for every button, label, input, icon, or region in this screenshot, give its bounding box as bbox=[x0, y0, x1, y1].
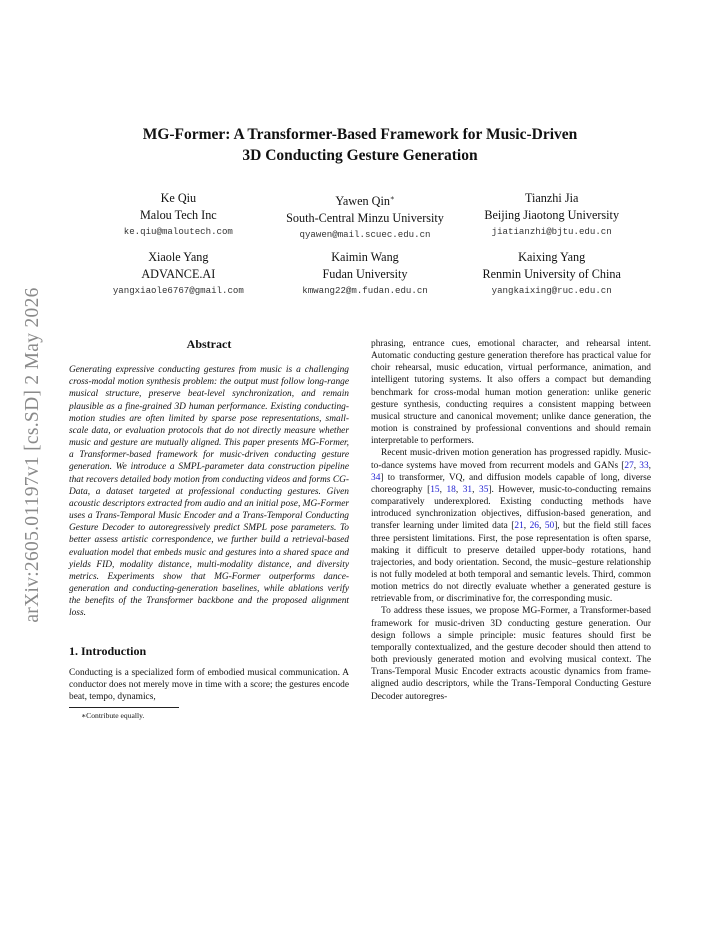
citation-link[interactable]: 33 bbox=[639, 460, 649, 471]
author-email: yangkaixing@ruc.edu.cn bbox=[491, 285, 612, 297]
author-row-2 bbox=[85, 249, 645, 299]
author-name: Kaimin Wang bbox=[331, 250, 399, 265]
author-email: kmwang22@m.fudan.edu.cn bbox=[302, 285, 428, 297]
author-kaixing-yang bbox=[458, 249, 645, 299]
author-ke-qiu bbox=[85, 190, 272, 243]
author-xiaole-yang bbox=[85, 249, 272, 299]
text-run: , bbox=[648, 460, 651, 471]
author-email: qyawen@mail.scuec.edu.cn bbox=[299, 229, 431, 241]
citation-link[interactable]: 27 bbox=[624, 460, 634, 471]
intro-paragraph-continued: phrasing, entrance cues, emotional character, and rehearsal intent. Automatic conducting gesture generation therefore has practical value for choir rehearsal, music education, virtual performance, animation, and intelligent tutoring systems. It also offers a compact but demanding benchmark for cross-modal human motion generation: unlike generic gesture synthesis, conducting requires a consistent mapping between musical structure and canonical movement; unlike dance generation, the motion is constrained by professional conventions and should remain interpretable to performers. bbox=[371, 339, 651, 447]
author-email: jiatianzhi@bjtu.edu.cn bbox=[491, 226, 612, 237]
author-block bbox=[85, 190, 645, 305]
citation-link[interactable]: 35 bbox=[479, 484, 489, 495]
title-line-1: MG-Former: A Transformer-Based Framework for Music-Driven bbox=[142, 126, 578, 143]
citation-link[interactable]: 21 bbox=[514, 521, 524, 532]
text-run: , bbox=[538, 521, 545, 532]
arxiv-sidebar-stamp bbox=[18, 265, 48, 645]
text-run: ], but the field still faces three persistent limitations. First, the pose representation is often sparse, making it difficult to preserve detailed upper-body rotations, hand trajectories, and body orientation. Second, the music–gesture relationship is not fully modeled at both temporal and semantic levels. Third, common motion metrics do not directly evaluate whether a generated gesture is retrievable from, or discriminative for, the corresponding music. bbox=[371, 521, 651, 605]
equal-contribution-mark: ∗ bbox=[389, 194, 395, 202]
arxiv-id: arXiv:2605.01197v1 [cs.SD] 2 May 2026 bbox=[22, 287, 43, 623]
author-name: Yawen Qin bbox=[335, 194, 390, 209]
citation-link[interactable]: 15 bbox=[430, 484, 440, 495]
author-affiliation: Fudan University bbox=[322, 267, 408, 282]
abstract-heading: Abstract bbox=[186, 337, 232, 351]
text-run: , bbox=[633, 460, 640, 471]
intro-paragraph: Conducting is a specialized form of embodied musical communication. A conductor does not merely move in time with a score; the gestures encode beat, tempo, dynamics, bbox=[69, 667, 349, 702]
author-affiliation: Beijing Jiaotong University bbox=[484, 208, 620, 222]
right-column bbox=[371, 338, 651, 703]
introduction-heading: 1. Introduction bbox=[69, 644, 147, 659]
author-tianzhi-jia bbox=[458, 190, 645, 243]
text-run: , bbox=[439, 484, 447, 495]
author-name: Ke Qiu bbox=[160, 191, 197, 205]
contribution-paragraph: To address these issues, we propose MG-Former, a Transformer-based framework for music-driven 3D conducting gesture generation. Our design follows a simple principle: music features should first be temporally contextualized, and the gesture decoder should then attend to both previously generated motion and evolving musical context. The Trans-Temporal Music Encoder extracts acoustic dynamics from frame-aligned audio descriptors, while the Trans-Temporal Conducting Gesture Decoder autoregres- bbox=[371, 606, 651, 702]
text-run: ]. However, music-to-conducting remains comparatively underexplored. Existing conducting methods have introduced synchronization objectives, diffusion-based generation, and transfer learning under limited data [ bbox=[371, 484, 652, 532]
author-name: Tianzhi Jia bbox=[524, 191, 579, 205]
footnote-rule bbox=[69, 707, 179, 708]
text-run: ] to transformer, VQ, and diffusion models capable of long, diverse choreography [ bbox=[371, 472, 651, 495]
citation-link[interactable]: 26 bbox=[529, 521, 539, 532]
author-yawen-qin bbox=[272, 190, 459, 243]
footnote: ∗Contribute equally. bbox=[81, 711, 145, 721]
paper-title bbox=[60, 124, 660, 166]
text-run: Recent music-driven motion generation has progressed rapidly. Music-to-dance systems have moved from recurrent models and GANs [ bbox=[371, 448, 651, 471]
citation-link[interactable]: 34 bbox=[371, 472, 381, 483]
text-run: , bbox=[523, 521, 530, 532]
left-column bbox=[69, 338, 349, 721]
author-email: ke.qiu@maloutech.com bbox=[123, 226, 233, 237]
text-run: , bbox=[472, 484, 479, 495]
text-run: , bbox=[455, 484, 463, 495]
citation-link[interactable]: 18 bbox=[446, 484, 456, 495]
author-email: yangxiaole6767@gmail.com bbox=[112, 285, 244, 297]
author-affiliation: ADVANCE.AI bbox=[141, 267, 216, 282]
author-row-1 bbox=[85, 190, 645, 243]
related-work-paragraph bbox=[371, 447, 651, 605]
abstract-text: Generating expressive conducting gestures from music is a challenging cross-modal motion synthesis problem: the output must follow long-range musical structure, preserve beat-level synchronization, and remain plausible as a fine-grained 3D human performance. Existing conducting-motion studies are often limited by sparse pose representations, small-scale data, or evaluation protocols that do not directly measure whether music and gesture are mutually aligned. This paper presents MG-Former, a Transformer-based framework for music-driven conducting gesture generation. We introduce a SMPL-parameter data construction pipeline that recovers detailed body motion from conducting videos and forms CG-Data, a dataset targeted at professional conducting gestures. Given acoustic descriptors extracted from audio and an initial pose, MG-Former uses a Trans-Temporal Music Encoder and a Trans-Temporal Conducting Gesture Decoder to autoregressively predict SMPL pose parameters. To better assess artistic correspondence, we further build a retrieval-based evaluation model that embeds music and gestures into a shared space and yields FID, modality distance, multi-modality distance, and diversity metrics. Experiments show that MG-Former outperforms dance-generation and conducting-generation baselines, while ablations verify the benefits of the Transformer backbone and the proposed alignment loss. bbox=[69, 365, 349, 619]
author-affiliation: Renmin University of China bbox=[482, 267, 621, 282]
title-line-2: 3D Conducting Gesture Generation bbox=[242, 147, 478, 164]
citation-link[interactable]: 50 bbox=[544, 521, 555, 532]
author-name: Kaixing Yang bbox=[518, 250, 586, 265]
citation-link[interactable]: 31 bbox=[462, 484, 473, 495]
author-name: Xiaole Yang bbox=[148, 250, 209, 265]
author-kaimin-wang bbox=[272, 249, 459, 299]
author-affiliation: Malou Tech Inc bbox=[139, 208, 217, 222]
author-affiliation: South-Central Minzu University bbox=[286, 211, 444, 226]
